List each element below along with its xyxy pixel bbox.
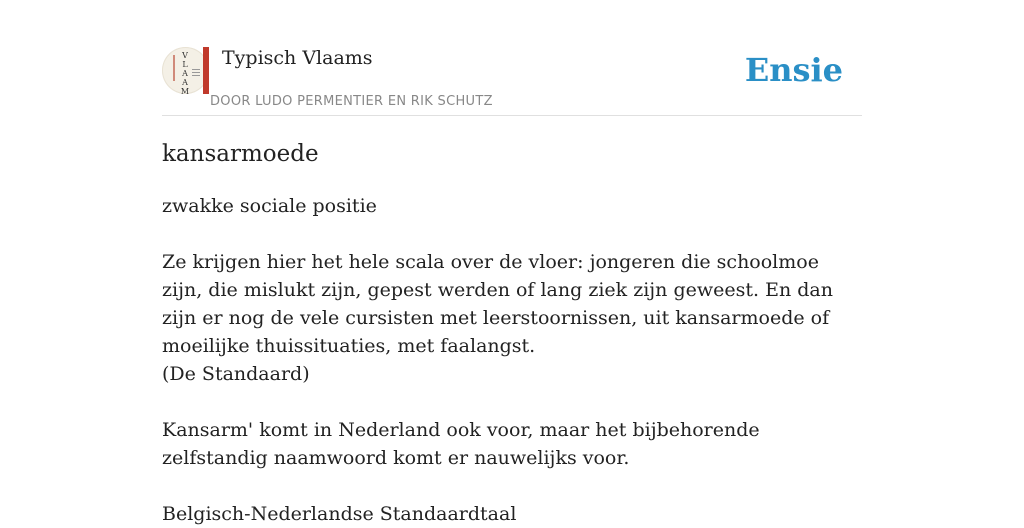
book-cover-logo[interactable] [162,47,209,94]
logo-red-stripe [203,47,209,94]
entry-content [162,138,852,528]
language-label: Belgisch-Nederlandse Standaardtaal [162,503,517,525]
usage-note: Kansarm' komt in Nederland ook voor, maar het bijbehorende zelfstandig naamwoord komt er nauwelijks voor. [162,419,760,469]
logo-lettering [178,51,192,96]
logo-accent-mark [173,55,175,81]
dictionary-title[interactable]: Typisch Vlaams [222,47,373,69]
entry-definition: zwakke sociale positie [162,195,377,217]
logo-letter: M [180,87,190,96]
example-quote: Ze krijgen hier het hele scala over de vloer: jongeren die schoolmoe zijn, die mislukt zijn, gepest werden of lang ziek zijn geweest. En dan zijn er nog de vele cursisten met leerstoornissen, uit kansarmoede of moeilijke thuissituaties, met faalangst. [162,251,833,357]
logo-letter: A [182,69,188,78]
ensie-brand-link[interactable]: Ensie [744,51,843,89]
author-byline: DOOR LUDO PERMENTIER EN RIK SCHUTZ [210,94,493,109]
logo-letter: V [182,51,188,60]
site-header [162,45,862,116]
logo-text-lines [192,69,200,78]
entry-term: kansarmoede [162,141,319,167]
entry-body [162,192,852,528]
example-source: (De Standaard) [162,363,310,385]
logo-letter: A [182,78,188,87]
logo-letter: L [182,60,188,69]
